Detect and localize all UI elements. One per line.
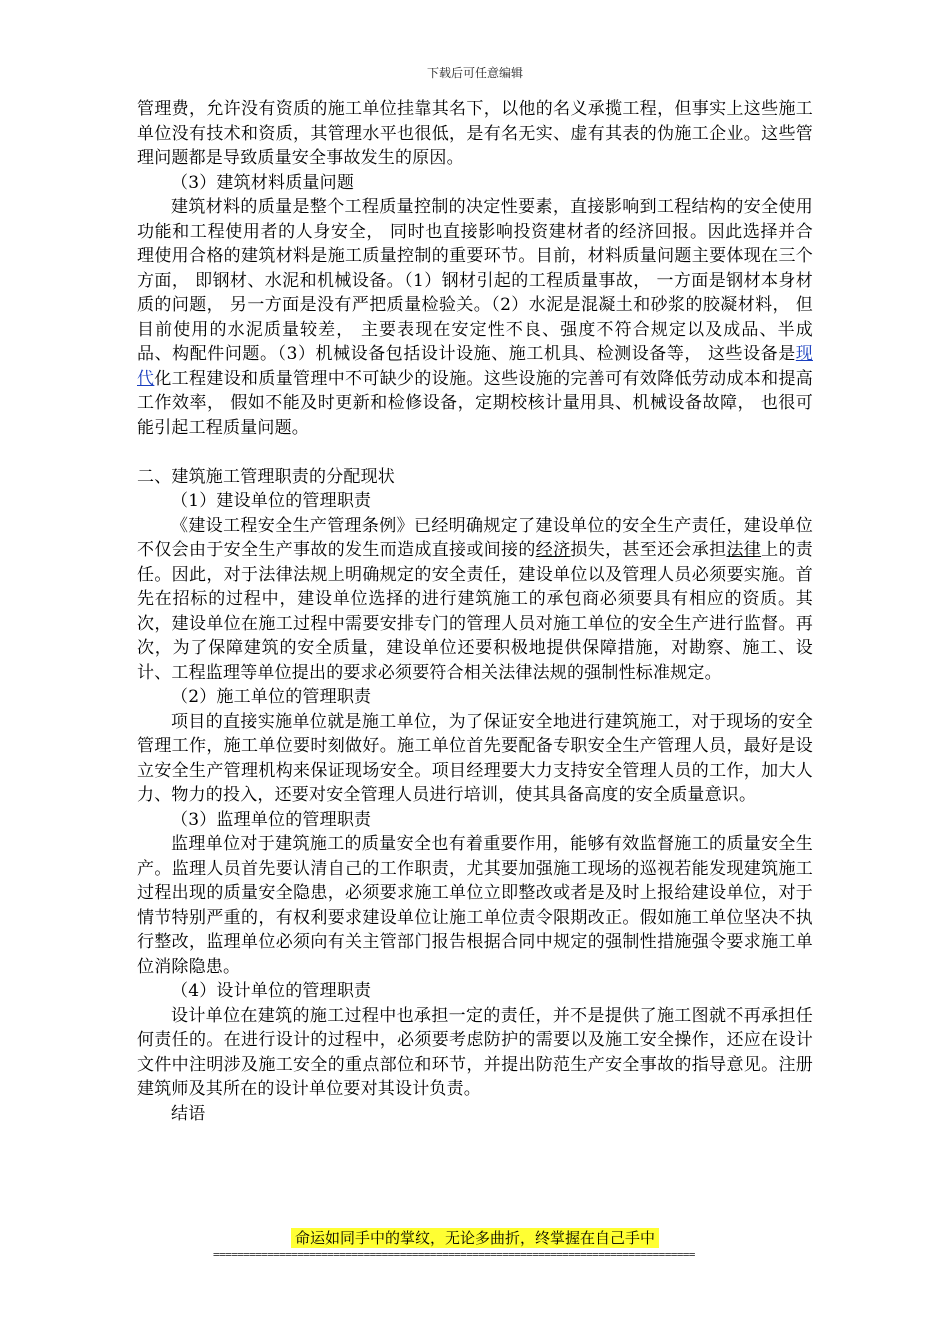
- paragraph-contractor-duties: 项目的直接实施单位就是施工单位，为了保证安全地进行建筑施工，对于现场的安全管理工作，施工单位要时刻做好。施工单位首先要配备专职安全生产管理人员，最好是设立安全生产管理机构来保证现场安全。项目经理要大力支持安全管理人员的工作，加大人力、物力的投入，还要对安全管理人员进行培训，使其具备高度的安全质量意识。: [137, 711, 813, 805]
- paragraph-owner-text-a: 《建设工程安全生产管理条例》已经明确规定了建设单位的安全生产责任，建设单位不仅会由于安全生产事故的发生而造成直接或间接的: [137, 515, 813, 560]
- paragraph-material-quality: [137, 195, 813, 440]
- heading-conclusion: 结语: [171, 1103, 206, 1124]
- heading-owner-duties: （1）建设单位的管理职责: [171, 491, 372, 511]
- footer-motto: 命运如同手中的掌纹，无论多曲折，终掌握在自己手中: [291, 1228, 659, 1248]
- paragraph-management-fee: 管理费，允许没有资质的施工单位挂靠其名下，以他的名义承揽工程，但事实上这些施工单位没有技术和资质，其管理水平也很低，是有名无实、虚有其表的伪施工企业。这些管理问题都是导致质量安全事故发生的原因。: [137, 99, 813, 168]
- paragraph-owner-duties: [137, 514, 813, 686]
- paragraph-supervisor-duties: 监理单位对于建筑施工的质量安全也有着重要作用，能够有效监督施工的质量安全生产。监理人员首先要认清自己的工作职责，尤其要加强施工现场的巡视若能发现建筑施工过程出现的质量安全隐患，必须要求施工单位立即整改或者是及时上报给建设单位，对于情节特别严重的，有权利要求建设单位让施工单位责令限期改正。假如施工单位坚决不执行整改，监理单位必须向有关主管部门报告根据合同中规定的强制性措施强令要求施工单位消除隐患。: [137, 834, 813, 977]
- blank-line: [137, 440, 813, 465]
- paragraph-owner-text-c: 上的责任。因此，对于法律法规上明确规定的安全责任，建设单位以及管理人员必须要实施。首先在招标的过程中，建设单位选择的进行建筑施工的承包商必须要具有相应的资质。其次，建设单位在施工过程中需要安排专门的管理人员对施工单位的安全生产进行监督。再次，为了保障建筑的安全质量，建设单位还要积极地提供保障措施，对勘察、施工、设计、工程监理等单位提出的要求必须要符合相关法律法规的强制性标准规定。: [137, 540, 813, 683]
- page-footer: [0, 1228, 950, 1248]
- document-body: [137, 97, 813, 1126]
- page-header: 下载后可任意编辑: [426, 66, 523, 80]
- heading-material-quality: （3）建筑材料质量问题: [171, 172, 355, 193]
- footer-rule: ================================================================================: [213, 1248, 695, 1261]
- paragraph-owner-text-b: 损失，甚至还会承担: [570, 540, 727, 560]
- link-modern[interactable]: 现代: [137, 344, 813, 389]
- heading-designer-duties: （4）设计单位的管理职责: [171, 981, 372, 1001]
- link-law[interactable]: 法律: [726, 540, 762, 560]
- paragraph-material-text-b: 化工程建设和质量管理中不可缺少的设施。这些设施的完善可有效降低劳动成本和提高工作效率， 假如不能及时更新和检修设备，定期校核计量用具、机械设备故障， 也很可能引起工程质量问题。: [137, 368, 813, 438]
- paragraph-designer-duties: 设计单位在建筑的施工过程中也承担一定的责任，并不是提供了施工图就不再承担任何责任的。在进行设计的过程中，必须要考虑防护的需要以及施工安全操作，还应在设计文件中注明涉及施工安全的重点部位和环节，并提出防范生产安全事故的指导意见。注册建筑师及其所在的设计单位要对其设计负责。: [137, 1005, 813, 1099]
- heading-supervisor-duties: （3）监理单位的管理职责: [171, 809, 372, 830]
- paragraph-material-text-a: 建筑材料的质量是整个工程质量控制的决定性要素，直接影响到工程结构的安全使用功能和工程使用者的人身安全， 同时也直接影响投资建材者的经济回报。因此选择并合理使用合格的建筑材料是施工质量控制的重要环节。目前，材料质量问题主要体现在三个方面， 即钢材、水泥和机械设备。（1）钢材引起的工程质量事故， 一方面是钢材本身材质的问题， 另一方面是没有严把质量检验关。（2）水泥是混凝土和砂浆的胶凝材料， 但目前使用的水泥质量较差， 主要表现在安定性不良、强度不符合规定以及成品、半成品、构配件问题。（3）机械设备包括设计设施、施工机具、检测设备等， 这些设备是: [137, 197, 813, 364]
- heading-contractor-duties: （2）施工单位的管理职责: [171, 687, 372, 707]
- link-economy[interactable]: 经济: [535, 540, 571, 560]
- section-heading-responsibilities: 二、建筑施工管理职责的分配现状: [137, 466, 395, 487]
